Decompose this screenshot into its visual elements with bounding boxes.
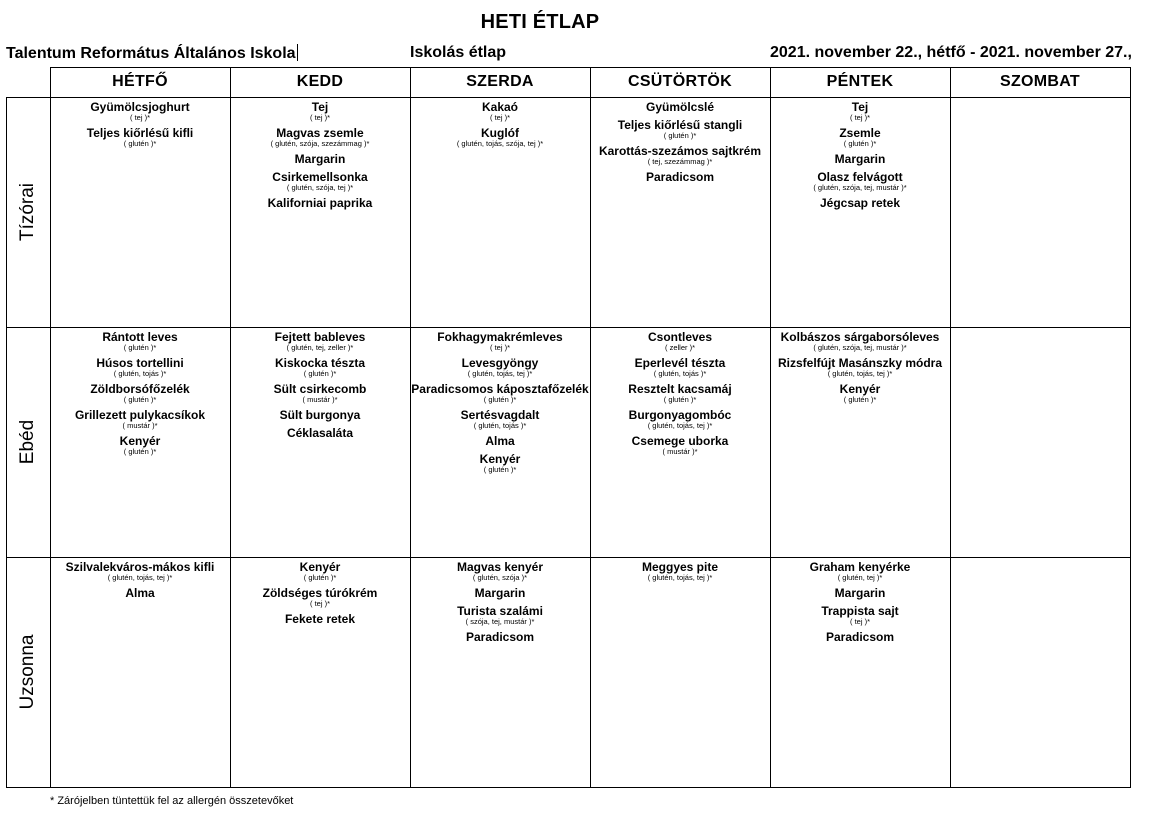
dish-name: Kenyér	[119, 434, 161, 448]
menu-item	[50, 383, 230, 404]
dish-allergens: ( mustár )*	[662, 447, 698, 456]
dish-allergens: ( tej )*	[849, 617, 870, 626]
dish-name: Zöldséges túrókrém	[262, 586, 378, 600]
dish-name: Paradicsom	[465, 630, 535, 644]
menu-cell	[950, 328, 1130, 331]
dish-allergens: ( glutén, szója, tej, mustár )*	[813, 183, 907, 192]
dish-allergens: ( tej, szezámmag )*	[647, 157, 713, 166]
dish-name: Graham kenyérke	[809, 560, 911, 574]
meal-label	[6, 557, 50, 787]
dish-name: Tej	[311, 100, 329, 114]
dish-name: Margarin	[834, 586, 886, 600]
dish-name: Margarin	[474, 586, 526, 600]
dish-name: Kenyér	[479, 452, 521, 466]
dish-name: Magvas zsemle	[276, 126, 364, 140]
dish-allergens: ( glutén, tojás, tej )*	[827, 369, 893, 378]
menu-item	[410, 101, 590, 122]
dish-allergens: ( glutén, szója, tej )*	[286, 183, 354, 192]
menu-item	[230, 197, 410, 210]
menu-item	[590, 357, 770, 378]
dish-name: Tej	[851, 100, 869, 114]
menu-item	[410, 605, 590, 626]
menu-item	[230, 127, 410, 148]
grid-line	[1130, 67, 1131, 788]
dish-name: Kaliforniai paprika	[267, 196, 373, 210]
dish-name: Kiskocka tészta	[274, 356, 366, 370]
menu-cell	[410, 558, 590, 649]
menu-item	[590, 145, 770, 166]
dish-allergens: ( glutén )*	[123, 395, 157, 404]
dish-name: Gyümölcsjoghurt	[90, 100, 190, 114]
dish-allergens: ( glutén, tojás, tej )*	[647, 421, 713, 430]
dish-allergens: ( szója, tej, mustár )*	[465, 617, 535, 626]
dish-name: Trappista sajt	[821, 604, 899, 618]
dish-allergens: ( glutén, tojás, szója, tej )*	[456, 139, 544, 148]
dish-name: Jégcsap retek	[819, 196, 901, 210]
menu-item	[230, 409, 410, 422]
menu-item	[410, 127, 590, 148]
menu-item	[230, 331, 410, 352]
menu-cell	[950, 98, 1130, 101]
menu-item	[50, 587, 230, 600]
dish-name: Céklasaláta	[286, 426, 354, 440]
dish-name: Kuglóf	[481, 126, 519, 140]
school-name: Talentum Református Általános Iskola	[6, 45, 296, 62]
meal-label	[6, 97, 50, 327]
dish-name: Kolbászos sárgaborsóleves	[780, 330, 940, 344]
day-header: SZOMBAT	[999, 73, 1080, 90]
day-header: HÉTFŐ	[112, 73, 168, 90]
dish-name: Grillezett pulykacsíkok	[74, 408, 206, 422]
menu-item	[410, 435, 590, 448]
dish-allergens: ( glutén )*	[663, 395, 697, 404]
dish-allergens: ( glutén )*	[123, 139, 157, 148]
menu-item	[230, 561, 410, 582]
date-range: 2021. november 22., hétfő - 2021. november 27.,	[770, 44, 1132, 61]
dish-allergens: ( glutén, tojás )*	[473, 421, 527, 430]
dish-name: Kenyér	[839, 382, 881, 396]
dish-name: Csemege uborka	[631, 434, 729, 448]
dish-name: Sült burgonya	[279, 408, 361, 422]
grid-line	[950, 67, 951, 788]
menu-cell	[590, 98, 770, 189]
dish-name: Teljes kiőrlésű kifli	[86, 126, 194, 140]
dish-allergens: ( tej )*	[309, 113, 330, 122]
dish-name: Olasz felvágott	[817, 170, 903, 184]
menu-item	[770, 331, 950, 352]
menu-item	[230, 171, 410, 192]
dish-name: Margarin	[294, 152, 346, 166]
dish-allergens: ( mustár )*	[122, 421, 158, 430]
meal-label-text: Ebéd	[17, 419, 38, 465]
menu-item	[410, 409, 590, 430]
menu-item	[590, 101, 770, 114]
menu-item	[770, 101, 950, 122]
dish-name: Alma	[485, 434, 515, 448]
menu-cell	[590, 328, 770, 461]
dish-allergens: ( glutén )*	[123, 343, 157, 352]
dish-allergens: ( glutén )*	[303, 369, 337, 378]
dish-name: Paradicsom	[825, 630, 895, 644]
menu-item	[230, 153, 410, 166]
dish-allergens: ( glutén )*	[303, 573, 337, 582]
menu-cell	[230, 328, 410, 445]
dish-allergens: ( glutén )*	[483, 465, 517, 474]
dish-allergens: ( glutén )*	[663, 131, 697, 140]
menu-cell	[770, 328, 950, 409]
menu-cell	[410, 328, 590, 479]
dish-allergens: ( zeller )*	[664, 343, 695, 352]
menu-item	[230, 613, 410, 626]
dish-name: Paradicsom	[645, 170, 715, 184]
dish-allergens: ( tej )*	[129, 113, 150, 122]
dish-allergens: ( glutén, tojás, tej )*	[647, 573, 713, 582]
dish-name: Csirkemellsonka	[272, 170, 368, 184]
menu-item	[50, 409, 230, 430]
dish-name: Csontleves	[647, 330, 713, 344]
dish-allergens: ( tej )*	[309, 599, 330, 608]
menu-item	[410, 331, 590, 352]
dish-name: Resztelt kacsamáj	[628, 382, 732, 396]
menu-item	[590, 409, 770, 430]
menu-item	[230, 383, 410, 404]
menu-item	[410, 631, 590, 644]
dish-name: Teljes kiőrlésű stangli	[617, 118, 743, 132]
dish-name: Paradicsomos káposztafőzelék	[411, 382, 589, 396]
menu-item	[410, 453, 590, 474]
menu-item	[50, 101, 230, 122]
menu-cell	[50, 558, 230, 605]
dish-allergens: ( glutén )*	[483, 395, 517, 404]
menu-item	[410, 587, 590, 600]
dish-name: Turista szalámi	[457, 604, 543, 618]
dish-name: Fekete retek	[284, 612, 356, 626]
dish-name: Gyümölcslé	[645, 100, 715, 114]
menu-item	[770, 197, 950, 210]
grid-line	[6, 787, 1131, 788]
meal-label	[6, 327, 50, 557]
menu-item	[50, 357, 230, 378]
day-header: CSÜTÖRTÖK	[627, 73, 733, 90]
menu-item	[590, 383, 770, 404]
dish-allergens: ( glutén )*	[843, 395, 877, 404]
menu-item	[410, 561, 590, 582]
dish-allergens: ( glutén, szója, tej, mustár )*	[813, 343, 907, 352]
menu-cell	[50, 98, 230, 153]
dish-name: Alma	[125, 586, 155, 600]
allergen-footnote: * Zárójelben tüntettük fel az allergén összetevőket	[50, 795, 294, 807]
dish-name: Sertésvagdalt	[460, 408, 540, 422]
dish-allergens: ( glutén, szója )*	[472, 573, 528, 582]
menu-item	[410, 383, 590, 404]
menu-item	[50, 435, 230, 456]
dish-name: Karottás-szezámos sajtkrém	[598, 144, 762, 158]
menu-item	[770, 153, 950, 166]
menu-cell	[770, 558, 950, 649]
menu-item	[770, 587, 950, 600]
dish-allergens: ( glutén, tej, zeller )*	[286, 343, 354, 352]
menu-item	[590, 561, 770, 582]
menu-item	[590, 171, 770, 184]
dish-name: Sült csirkecomb	[273, 382, 367, 396]
menu-cell	[590, 558, 770, 587]
dish-name: Meggyes pite	[641, 560, 719, 574]
day-header: SZERDA	[466, 73, 534, 90]
menu-item	[50, 561, 230, 582]
menu-item	[770, 383, 950, 404]
menu-item	[230, 357, 410, 378]
menu-item	[410, 357, 590, 378]
menu-item	[50, 127, 230, 148]
menu-item	[590, 435, 770, 456]
dish-allergens: ( glutén, tojás, tej )*	[467, 369, 533, 378]
dish-name: Kenyér	[299, 560, 341, 574]
menu-item	[770, 127, 950, 148]
meal-label-text: Uzsonna	[17, 634, 38, 710]
dish-name: Magvas kenyér	[456, 560, 544, 574]
menu-item	[770, 357, 950, 378]
dish-allergens: ( glutén, tojás )*	[113, 369, 167, 378]
menu-cell	[950, 558, 1130, 561]
dish-name: Húsos tortellini	[96, 356, 184, 370]
menu-type: Iskolás étlap	[410, 44, 507, 61]
dish-allergens: ( glutén, szója, szezámmag )*	[270, 139, 370, 148]
menu-item	[50, 331, 230, 352]
menu-cell	[230, 98, 410, 215]
dish-name: Kakaó	[481, 100, 519, 114]
day-header: PÉNTEK	[826, 73, 894, 90]
menu-item	[230, 427, 410, 440]
dish-allergens: ( tej )*	[489, 113, 510, 122]
dish-name: Fejtett bableves	[274, 330, 366, 344]
day-header: KEDD	[296, 73, 344, 90]
dish-allergens: ( glutén )*	[123, 447, 157, 456]
menu-item	[770, 561, 950, 582]
dish-allergens: ( tej )*	[489, 343, 510, 352]
menu-cell	[410, 98, 590, 153]
menu-item	[770, 171, 950, 192]
menu-item	[230, 101, 410, 122]
dish-allergens: ( glutén, tojás, tej )*	[107, 573, 173, 582]
menu-item	[770, 631, 950, 644]
dish-name: Eperlevél tészta	[634, 356, 726, 370]
menu-cell	[770, 98, 950, 215]
menu-item	[590, 119, 770, 140]
dish-name: Szilvalekváros-mákos kifli	[65, 560, 215, 574]
dish-name: Levesgyöngy	[461, 356, 539, 370]
dish-name: Fokhagymakrémleves	[437, 330, 563, 344]
dish-name: Burgonyagombóc	[628, 408, 732, 422]
menu-item	[230, 587, 410, 608]
dish-name: Rántott leves	[102, 330, 178, 344]
dish-name: Zöldborsófőzelék	[90, 382, 190, 396]
dish-name: Margarin	[834, 152, 886, 166]
menu-cell	[50, 328, 230, 461]
menu-cell	[230, 558, 410, 631]
dish-allergens: ( glutén, tej )*	[837, 573, 883, 582]
dish-name: Rizsfelfújt Masánszky módra	[777, 356, 943, 370]
page-title: HETI ÉTLAP	[480, 11, 600, 33]
meal-label-text: Tízórai	[17, 182, 38, 242]
dish-allergens: ( mustár )*	[302, 395, 338, 404]
dish-allergens: ( tej )*	[849, 113, 870, 122]
dish-allergens: ( glutén, tojás )*	[653, 369, 707, 378]
dish-name: Zsemle	[839, 126, 881, 140]
menu-item	[590, 331, 770, 352]
menu-item	[770, 605, 950, 626]
dish-allergens: ( glutén )*	[843, 139, 877, 148]
